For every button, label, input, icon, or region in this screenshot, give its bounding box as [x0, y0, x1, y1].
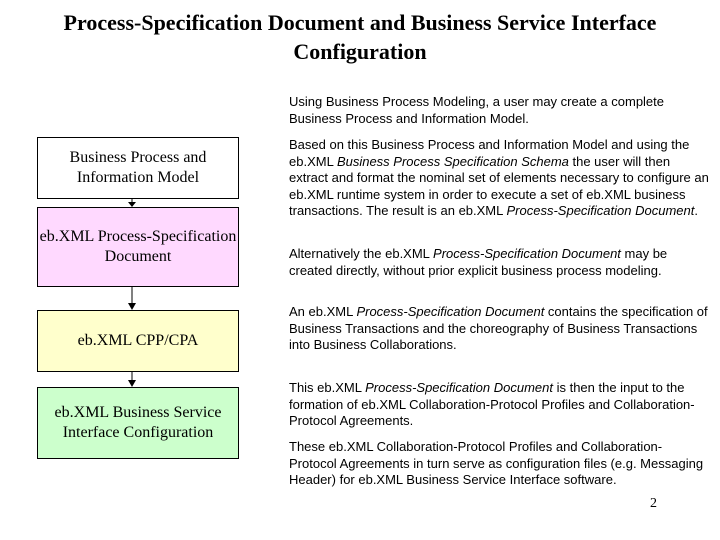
- paragraph-input: This eb.XML Process-Specification Document is then the input to the formation of eb.XML Collaboration-Protocol Profiles and Collaboration-Protocol Agreements.: [289, 380, 695, 429]
- process-specification-box: [37, 207, 239, 287]
- paragraph-extraction: Based on this Business Process and Information Model and using the eb.XML Business Process Specification Schema the user will then extract and format the nominal set of elements necessary to configure an eb.XML runtime system in order to execute a set of eb.XML business transactions. The result is an eb.XML Process-Specification Document.: [289, 137, 709, 219]
- arrow-down-icon: [127, 287, 137, 310]
- paragraph-alternative: Alternatively the eb.XML Process-Specification Document may be created directly, without prior explicit business process modeling.: [289, 246, 668, 278]
- box-label: eb.XML CPP/CPA: [77, 332, 199, 349]
- slide-title: Process-Specification Document and Business Service Interface Configuration: [63, 10, 657, 64]
- page-number: 2: [650, 496, 657, 511]
- paragraph-contents: An eb.XML Process-Specification Document contains the specification of Business Transactions and the choreography of Business Transactions into Business Collaborations.: [289, 304, 708, 353]
- arrow-down-icon: [127, 372, 137, 387]
- box-label: Business Process and Information Model: [69, 149, 207, 186]
- cpp-cpa-box: [37, 310, 239, 372]
- business-process-model-box: [37, 137, 239, 199]
- business-service-interface-box: [37, 387, 239, 459]
- box-label: eb.XML Process-Specification Document: [39, 228, 237, 265]
- paragraph-modeling: Using Business Process Modeling, a user may create a complete Business Process and Information Model.: [289, 94, 665, 126]
- box-label: eb.XML Business Service Interface Configuration: [54, 404, 222, 441]
- paragraph-configuration: These eb.XML Collaboration-Protocol Profiles and Collaboration-Protocol Agreements in turn serve as configuration files (e.g. Messaging Header) for eb.XML Business Service Interface software.: [289, 439, 704, 488]
- arrow-down-icon: [127, 199, 137, 207]
